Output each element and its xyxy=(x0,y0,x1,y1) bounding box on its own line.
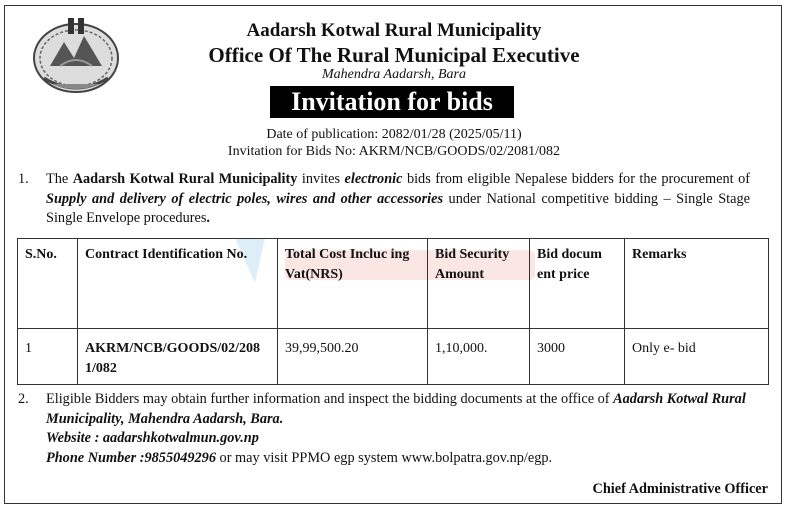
paragraph-2-number: 2. xyxy=(18,391,29,407)
bid-table xyxy=(17,238,769,385)
publication-info xyxy=(0,126,788,160)
table-header-row xyxy=(18,239,769,329)
header-sno: S.No. xyxy=(18,239,78,329)
p1-municipality: Aadarsh Kotwal Rural Municipality xyxy=(72,171,298,187)
paragraph-1-number: 1. xyxy=(18,171,29,187)
ifb-number: Invitation for Bids No: AKRM/NCB/GOODS/02/2081/082 xyxy=(227,144,561,159)
cell-doc-price: 3000 xyxy=(530,329,625,385)
p2-egp: or may visit PPMO egp system www.bolpatra.gov.np/egp. xyxy=(215,449,553,466)
table-row xyxy=(18,329,769,385)
header-total-cost: Total Cost Incluc ing Vat(NRS) xyxy=(278,239,428,329)
p1-electronic: electronic xyxy=(344,171,403,187)
office-name: Office Of The Rural Municipal Executive xyxy=(208,43,580,67)
address: Mahendra Aadarsh, Bara xyxy=(321,67,467,82)
publication-date: Date of publication: 2082/01/28 (2025/05/11) xyxy=(266,127,522,142)
page-title: Invitation for bids xyxy=(270,86,514,118)
cell-remarks: Only e- bid xyxy=(625,329,769,385)
signature-title: Chief Administrative Officer xyxy=(592,481,768,497)
p1-text: under National competitive bidding – Single Stage Single Envelope procedures xyxy=(46,190,750,226)
p2-office: Aadarsh Kotwal Rural Municipality, Mahendra Aadarsh, Bara. xyxy=(46,391,746,427)
header-remarks: Remarks xyxy=(625,239,769,329)
p2-text: Eligible Bidders may obtain further information and inspect the bidding documents at the office of xyxy=(46,391,614,407)
cell-sno: 1 xyxy=(18,329,78,385)
p1-text: invites xyxy=(297,171,345,187)
p2-phone: Phone Number :9855049296 xyxy=(46,449,216,466)
municipality-name: Aadarsh Kotwal Rural Municipality xyxy=(246,20,542,41)
header-contract-id: Contract Identification No. xyxy=(78,239,278,329)
cell-total-cost: 39,99,500.20 xyxy=(278,329,428,385)
header-bid-security: Bid Security Amount xyxy=(428,239,530,329)
p1-procurement-item: Supply and delivery of electric poles, wires and other accessories xyxy=(46,190,444,207)
p1-text: The xyxy=(46,171,73,187)
cell-contract-id: AKRM/NCB/GOODS/02/2081/082 xyxy=(78,329,278,385)
paragraph-1 xyxy=(46,170,750,229)
cell-bid-security: 1,10,000. xyxy=(428,329,530,385)
header-doc-price: Bid docum ent price xyxy=(530,239,625,329)
p1-period: . xyxy=(206,210,210,226)
p2-website: Website : aadarshkotwalmun.gov.np xyxy=(46,430,259,446)
p1-text: bids from eligible Nepalese bidders for the procurement of xyxy=(402,171,750,187)
paragraph-2 xyxy=(46,390,750,468)
